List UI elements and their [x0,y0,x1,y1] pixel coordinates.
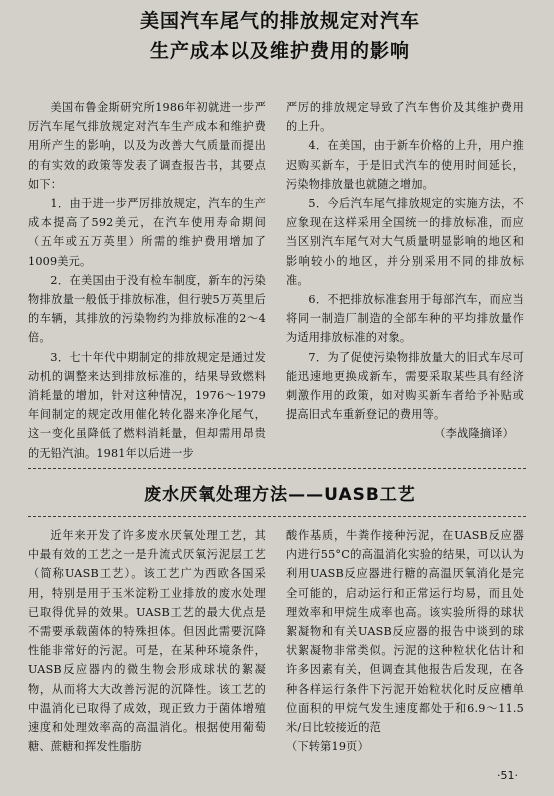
article2-body-part1: 近年来开发了许多废水厌氧处理工艺，其中最有效的工艺之一是升流式厌氧污泥层工艺（简称UASB工艺）。该工艺广为西欧各国采用，特别是用于玉米淀粉工业排放的废水处理已取得优异的效果。UASB工艺的最大优点是不需要承载菌体的特殊担体。但因此需要沉降性能非常好的污泥。可是，在某种环境条件，UASB反应器内的微生物会形成球状的絮凝物，从而将大大改善污泥的沉降性。该工艺的中温消化已取得了成效，现正致力于菌体增殖速度和处理效率高的高温消化。根据使用葡萄糖、蔗糖和挥发性脂肪 [28,529,266,754]
article1-signature: （李战隆摘译） [434,427,514,441]
article1-point-2: 2．在美国由于没有检车制度，新车的污染物排放量一般低于排放标准，但行驶5万英里后的车辆，其排放的污染物约为排放标准的2～4倍。 [28,273,266,345]
article1-point-7: 7．为了促使污染物排放量大的旧式车尽可能迅速地更换成新车，需要采取某些具有经济刺激作用的政策，如对购买新车者给予补贴或提高旧式车重新登记的费用等。 [286,350,524,422]
article2-continued-note: （下转第19页） [286,740,369,754]
article1-point-3-continued: 严厉的排放规定导致了汽车售价及其维护费用的上升。 [286,101,524,134]
article2-body-part2: 酸作基质，牛粪作接种污泥，在UASB反应器内进行55°C的高温消化实验的结果，可以认为利用UASB反应器进行糖的高温厌氧消化是完全可能的，启动运行和正常运行均易，而且处理效率和甲烷生成率也高。该实验所得的球状絮凝物和有关UASB反应器的报告中谈到的球状絮凝物非常类似。污泥的这种粒状化估计和许多因素有关，但调查其他报告后发现，在各种各样运行条件下污泥开始粒状化时反应槽单位面积的甲烷气发生速度都处于和6.9～11.5米/日比较接近的范 [286,529,524,735]
article2-title: 废水厌氧处理方法——UASB工艺 [144,485,416,505]
article1-right-column [286,98,524,450]
article1-point-5: 5．今后汽车尾气排放规定的实施方法，不应象现在这样采用全国统一的排放标准，而应当区别汽车尾气对大气质量明显影响的地区和影响较小的地区，并分别采用不同的排放标准。 [286,197,524,287]
section-divider-top [28,468,526,469]
article1-intro: 美国布鲁金斯研究所1986年初就进一步严厉汽车尾气排放规定对汽车生产成本和维护费用所产生的影响，以及为改善大气质量而提出的有实效的政策等发表了调查报告书，其要点如下： [28,101,266,191]
article1-left-column [28,98,266,466]
page-number: ·51· [497,769,518,782]
article2-left-column [28,526,266,762]
article1-point-6: 6．不把排放标准套用于每部汽车，而应当将同一制造厂制造的全部车种的平均排放量作为适用排放标准的对象。 [286,293,524,345]
article1-point-1: 1．由于进一步严厉排放规定，汽车的生产成本提高了592美元，在汽车使用寿命期间（五年或五万英里）所需的维护费用增加了1009美元。 [28,197,266,268]
article2-right-column [286,526,524,762]
article1-point-3: 3．七十年代中期制定的排放规定是通过发动机的调整来达到排放标准的，结果导致燃料消耗量的增加，针对这种情况，1976～1979年间制定的规定改用催化转化器来净化尾气，这一变化虽降低了燃料消耗量，但却需用昂贵的无铅汽油。1981年以后进一步 [28,350,266,460]
article1-title-line1: 美国汽车尾气的排放规定对汽车 [139,10,420,32]
section-divider-bottom [28,516,526,517]
article1-title-line2: 生产成本以及维护费用的影响 [149,40,410,62]
article1-point-4: 4．在美国，由于新车价格的上升，用户推迟购买新车，于是旧式汽车的使用时间延长，污染物排放量也就随之增加。 [286,139,524,191]
